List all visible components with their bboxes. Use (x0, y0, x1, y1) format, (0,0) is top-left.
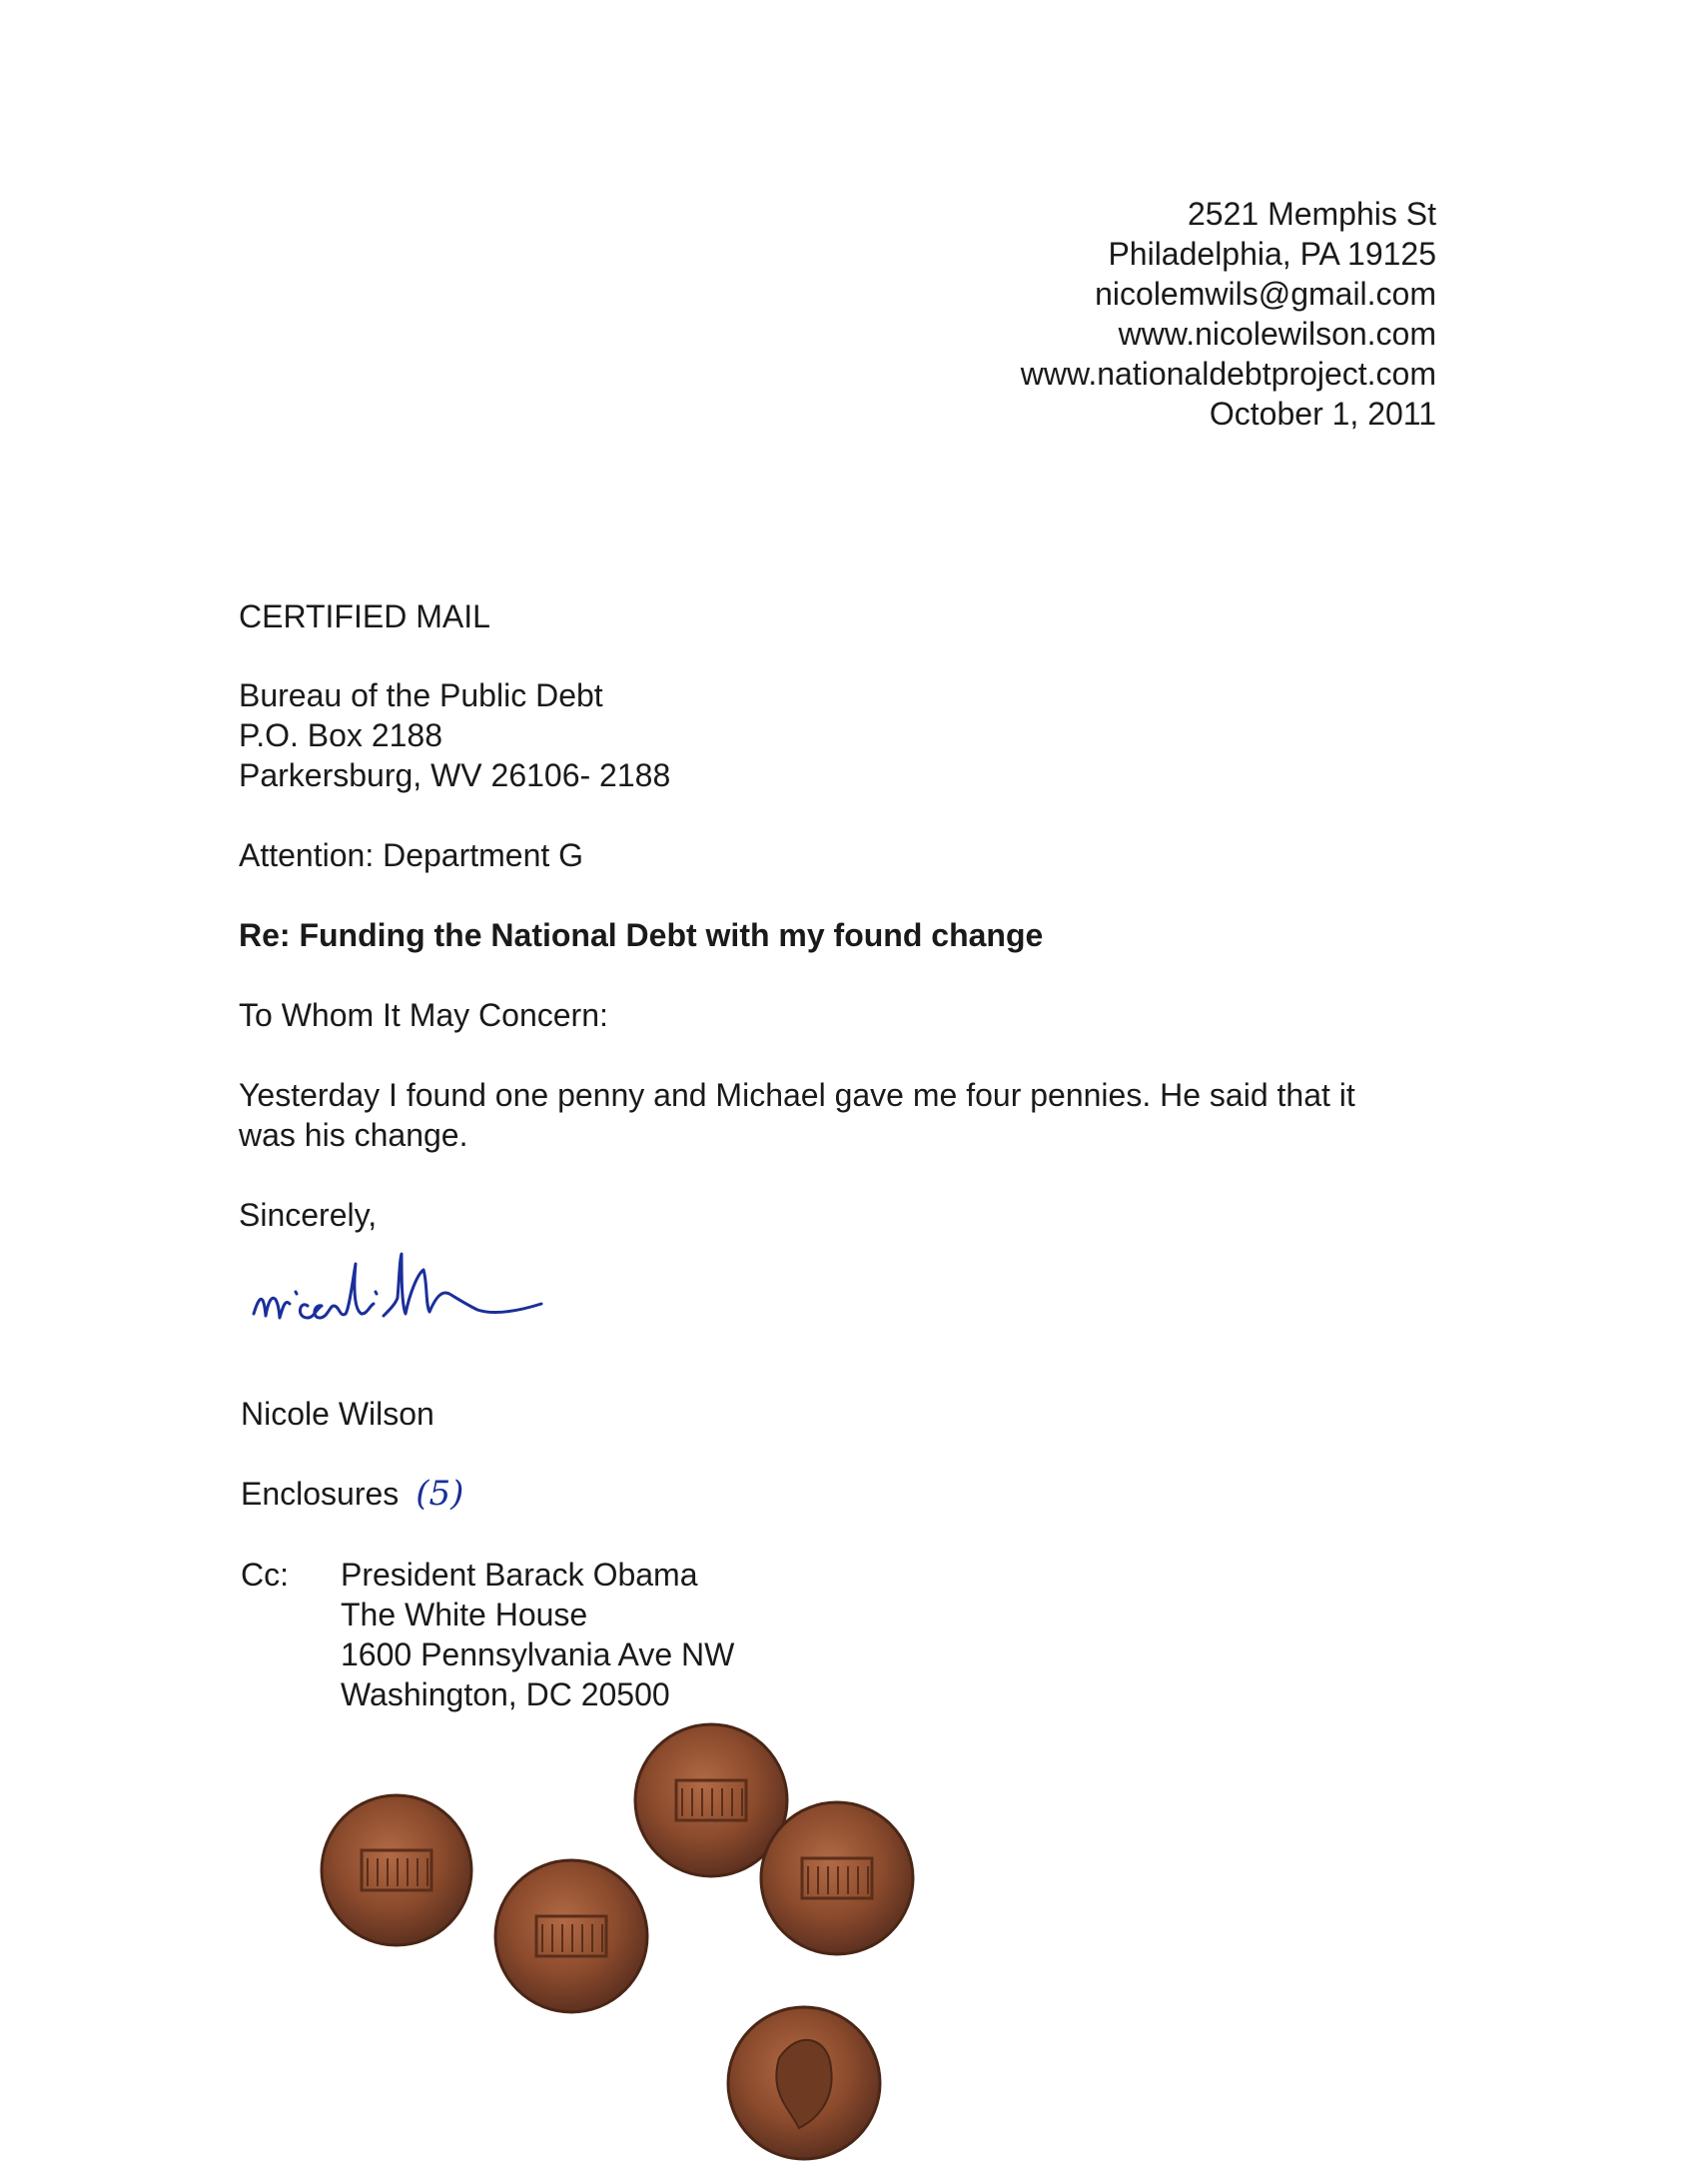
penny-coin (761, 1802, 913, 1954)
recipient-name: Bureau of the Public Debt (239, 677, 603, 713)
cc-line: The White House (341, 1597, 588, 1633)
sender-city: Philadelphia, PA 19125 (1108, 236, 1436, 272)
signer-name: Nicole Wilson (241, 1396, 434, 1432)
recipient-city: Parkersburg, WV 26106- 2188 (239, 757, 671, 793)
cc-label: Cc: (241, 1557, 289, 1593)
cc-line: President Barack Obama (341, 1557, 698, 1593)
recipient-po-box: P.O. Box 2188 (239, 717, 442, 753)
closing: Sincerely, (239, 1197, 378, 1233)
attention-line: Attention: Department G (239, 837, 584, 873)
penny-coin (495, 1860, 647, 2012)
body-line: Yesterday I found one penny and Michael gave me four pennies. He said that it (239, 1077, 1355, 1113)
enclosures-text: Enclosures (241, 1476, 400, 1512)
cc-line: Washington, DC 20500 (341, 1676, 670, 1712)
sender-street: 2521 Memphis St (1187, 196, 1436, 232)
sender-project-website: www.nationaldebtproject.com (1020, 356, 1436, 392)
letter-date: October 1, 2011 (1209, 396, 1436, 432)
salutation: To Whom It May Concern: (239, 997, 608, 1033)
body-line: was his change. (239, 1117, 468, 1153)
penny-coin (322, 1795, 471, 1945)
subject-line: Re: Funding the National Debt with my found change (239, 917, 1044, 953)
sender-email: nicolemwils@gmail.com (1095, 276, 1436, 312)
penny-coin (728, 2007, 880, 2159)
mail-type: CERTIFIED MAIL (239, 598, 490, 634)
enclosures-count-handwritten: (5) (416, 1474, 464, 1514)
cc-line: 1600 Pennsylvania Ave NW (341, 1637, 735, 1672)
sender-website: www.nicolewilson.com (1118, 316, 1436, 352)
